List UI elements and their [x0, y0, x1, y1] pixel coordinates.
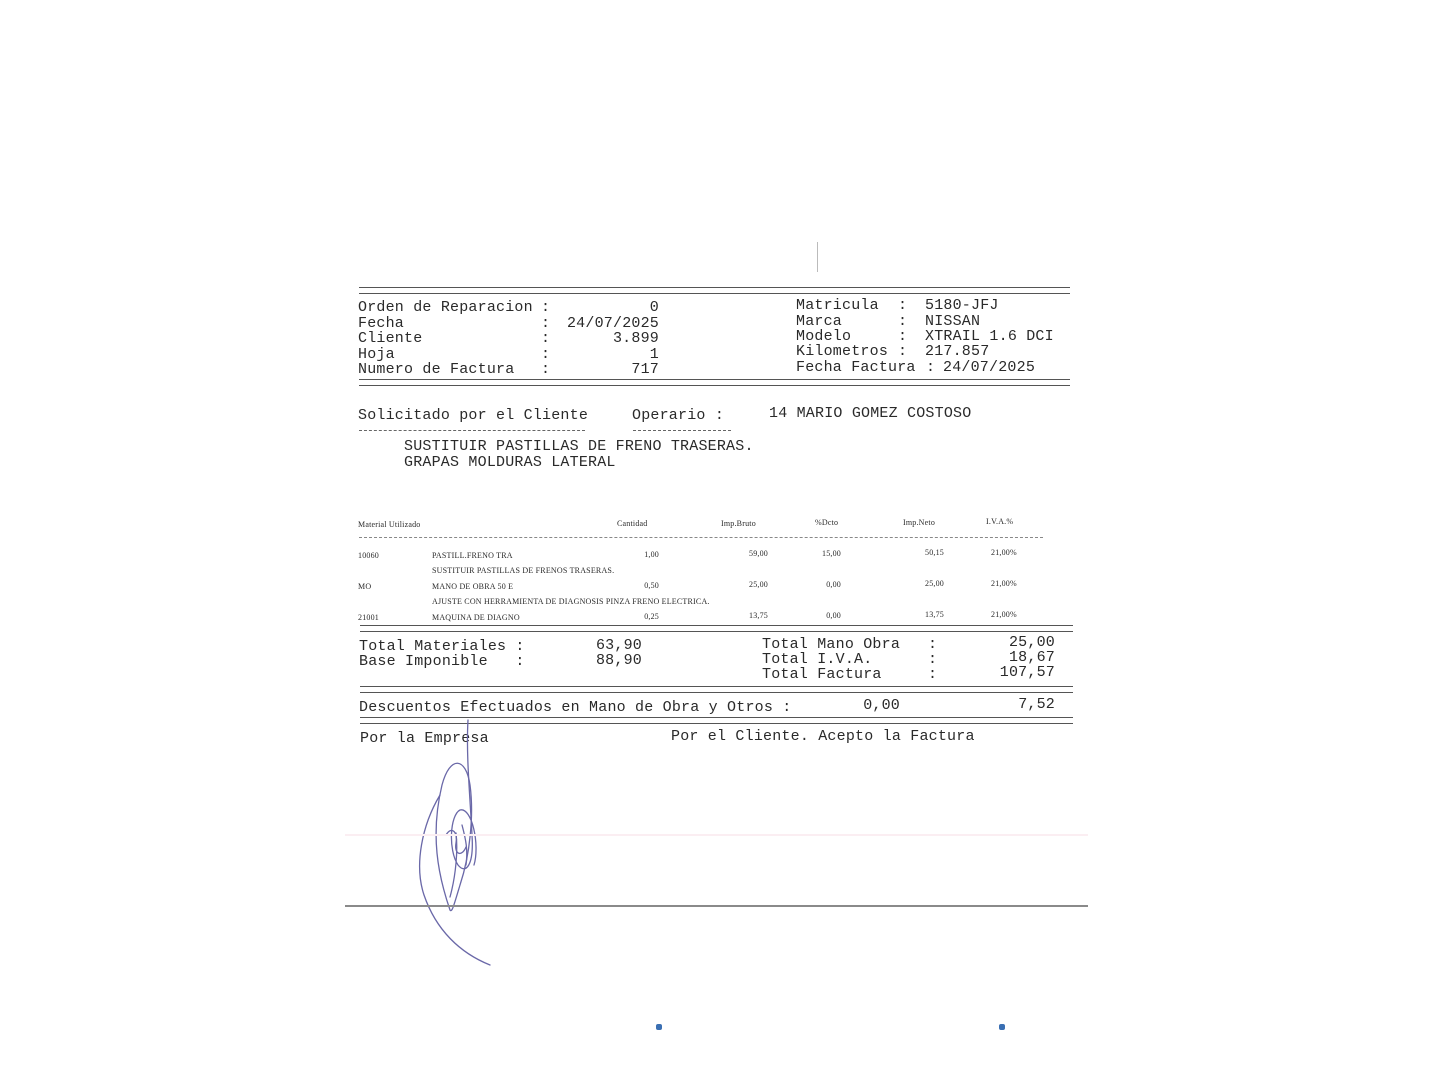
col-header-cantidad: Cantidad: [617, 519, 648, 528]
row-code: 21001: [358, 613, 379, 622]
row-desc: MANO DE OBRA 50 E: [432, 582, 514, 591]
cliente-value: 3.899: [612, 330, 659, 347]
operario-label: Operario :: [632, 407, 725, 424]
numero-factura-label: Numero de Factura: [358, 361, 515, 378]
matricula-sep: :: [898, 297, 908, 314]
row-dcto: 0,00: [826, 611, 841, 620]
operario-underline: [633, 430, 731, 431]
orden-label: Orden de Reparacion: [358, 299, 533, 316]
col-header-material: Material Utilizado: [358, 520, 421, 529]
fecha-sep: :: [541, 315, 551, 332]
row-note: AJUSTE CON HERRAMIENTA DE DIAGNOSIS PINZA FRENO ELECTRICA.: [432, 597, 710, 606]
matricula-label: Matricula: [796, 297, 879, 314]
orden-sep: :: [541, 299, 551, 316]
row-iva: 21,00%: [991, 548, 1017, 557]
solicitado-underline: [359, 430, 585, 431]
total-factura-label: Total Factura: [762, 666, 882, 683]
fecha-value: 24/07/2025: [566, 315, 659, 332]
row-desc: MAQUINA DE DIAGNO: [432, 613, 520, 622]
kilometros-label: Kilometros: [796, 343, 889, 360]
row-dcto: 0,00: [826, 580, 841, 589]
marca-sep: :: [898, 313, 908, 330]
row-bruto: 25,00: [749, 580, 768, 589]
double-rule-descuentos-top: [360, 686, 1073, 693]
marca-value: NISSAN: [925, 313, 981, 330]
total-iva-label: Total I.V.A.: [762, 651, 873, 668]
row-cantidad: 0,50: [644, 581, 659, 590]
request-line-1: SUSTITUIR PASTILLAS DE FRENO TRASERAS.: [404, 438, 754, 455]
row-iva: 21,00%: [991, 610, 1017, 619]
base-imponible-label: Base Imponible :: [359, 653, 525, 670]
col-header-iva: I.V.A.%: [986, 517, 1014, 526]
cliente-label: Cliente: [358, 330, 423, 347]
hoja-sep: :: [541, 346, 551, 363]
modelo-value: XTRAIL 1.6 DCI: [925, 328, 1054, 345]
matricula-value: 5180-JFJ: [925, 297, 999, 314]
row-note: SUSTITUIR PASTILLAS DE FRENOS TRASERAS.: [432, 566, 615, 575]
total-iva-sep: :: [928, 651, 938, 668]
orden-value: 0: [649, 299, 659, 316]
descuentos-value-2: 7,52: [1018, 696, 1055, 713]
scan-marker-right: [999, 1024, 1005, 1030]
double-rule-header-bottom: [359, 379, 1070, 386]
base-imponible-value: 88,90: [595, 652, 642, 669]
fecha-factura-value: 24/07/2025: [943, 359, 1036, 376]
fecha-factura-sep: :: [926, 359, 936, 376]
scan-marker-left: [656, 1024, 662, 1030]
page-bottom-rule: [345, 905, 1088, 907]
total-mano-obra-sep: :: [928, 636, 938, 653]
kilometros-sep: :: [898, 343, 908, 360]
total-mano-obra-label: Total Mano Obra: [762, 636, 901, 653]
numero-factura-value: 717: [631, 361, 659, 378]
hoja-value: 1: [649, 346, 659, 363]
row-neto: 25,00: [925, 579, 944, 588]
fecha-factura-label: Fecha Factura: [796, 359, 916, 376]
total-factura-value: 107,57: [999, 664, 1055, 681]
row-desc: PASTILL.FRENO TRA: [432, 551, 513, 560]
col-header-bruto: Imp.Bruto: [721, 519, 756, 528]
solicitado-label: Solicitado por el Cliente: [358, 407, 589, 424]
scan-artifact-line: [345, 834, 1088, 836]
scan-artifact: [817, 242, 818, 272]
row-cantidad: 0,25: [644, 612, 659, 621]
signature-image: [400, 715, 510, 975]
row-cantidad: 1,00: [644, 550, 659, 559]
total-factura-sep: :: [928, 666, 938, 683]
operario-value: 14 MARIO GOMEZ COSTOSO: [769, 405, 972, 422]
modelo-sep: :: [898, 328, 908, 345]
col-header-neto: Imp.Neto: [903, 518, 936, 527]
row-code: 10060: [358, 551, 379, 560]
row-code: MO: [358, 582, 372, 591]
col-header-dcto: %Dcto: [815, 518, 839, 527]
total-materiales-label: Total Materiales :: [359, 638, 525, 655]
total-materiales-value: 63,90: [595, 637, 642, 654]
row-iva: 21,00%: [991, 579, 1017, 588]
table-header-rule: [359, 537, 1043, 538]
row-bruto: 59,00: [749, 549, 768, 558]
modelo-label: Modelo: [796, 328, 852, 345]
cliente-sep: :: [541, 330, 551, 347]
total-mano-obra-value: 25,00: [1008, 634, 1055, 651]
descuentos-value-1: 0,00: [863, 697, 900, 714]
descuentos-label: Descuentos Efectuados en Mano de Obra y Otros :: [359, 699, 792, 716]
double-rule-totals-top: [360, 625, 1073, 632]
row-neto: 13,75: [925, 610, 944, 619]
por-la-empresa-label: Por la Empresa: [360, 730, 489, 747]
request-line-2: GRAPAS MOLDURAS LATERAL: [404, 454, 616, 471]
fecha-label: Fecha: [358, 315, 405, 332]
por-el-cliente-label: Por el Cliente. Acepto la Factura: [671, 728, 975, 745]
kilometros-value: 217.857: [925, 343, 990, 360]
double-rule-top: [359, 287, 1070, 294]
row-neto: 50,15: [925, 548, 944, 557]
hoja-label: Hoja: [358, 346, 395, 363]
numero-factura-sep: :: [541, 361, 551, 378]
row-bruto: 13,75: [749, 611, 768, 620]
marca-label: Marca: [796, 313, 843, 330]
total-iva-value: 18,67: [1008, 649, 1055, 666]
row-dcto: 15,00: [822, 549, 841, 558]
